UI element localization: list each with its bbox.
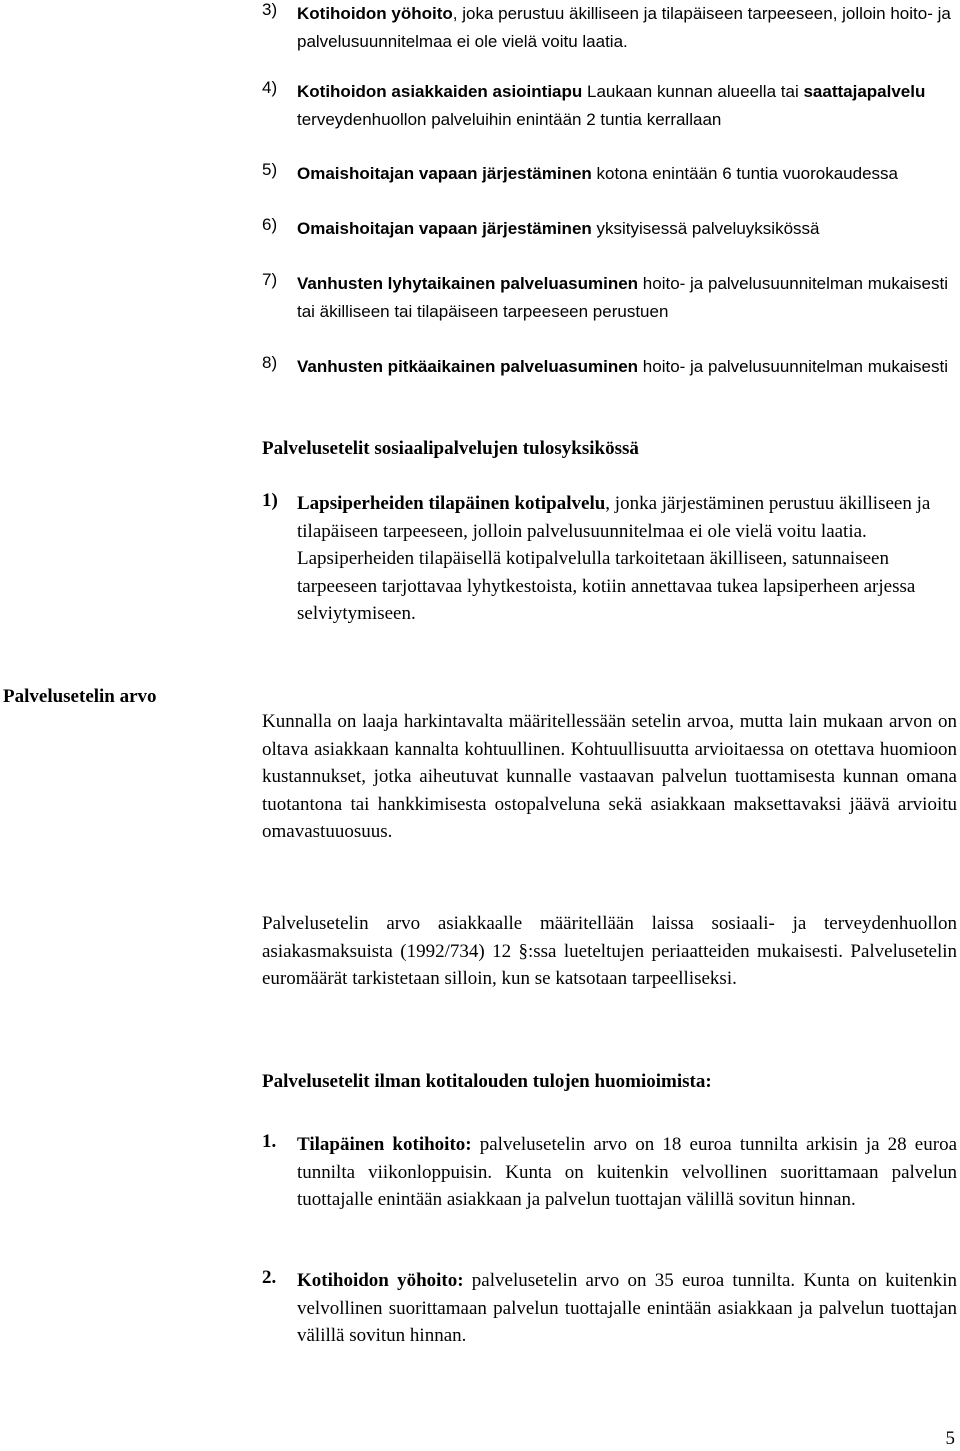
list-item-text [297, 353, 957, 381]
voucher-item-2 [262, 1267, 957, 1350]
list-item-6 [262, 215, 957, 243]
list-item-bold: saattajapalvelu [803, 82, 926, 101]
list-item-text [297, 160, 957, 188]
list-item-text [297, 0, 957, 55]
list-item-rest: hoito- ja palvelusuunnitelman mukaisesti [638, 357, 949, 376]
list-item-bold: Lapsiperheiden tilapäinen kotipalvelu [297, 493, 606, 514]
section-heading-ilman-tuloja: Palvelusetelit ilman kotitalouden tulojen huomioimista: [262, 1071, 712, 1092]
list-item-rest: palvelusetelin arvo on 35 euroa tunnilta. Kunta on kuitenkin velvollinen suorittamaan palvelun tuottajalle enintään asiakkaan ja palvelun tuottajan välillä sovitun hinnan. [297, 1270, 957, 1346]
list-number: 2. [262, 1267, 277, 1288]
list-item-rest: , jonka järjestäminen perustuu äkilliseen ja tilapäiseen tarpeeseen, jolloin palvelusuunnitelmaa ei ole vielä voitu laatia. Lapsiperheiden tilapäisellä kotipalvelulla tarkoitetaan äkilliseen, satunnaiseen tarpeeseen tarjottavaa lyhytkestoista, kotiin annettavaa tukea lapsiperheen arjessa selviytymiseen. [297, 493, 931, 624]
list-item-bold: Omaishoitajan vapaan järjestäminen [297, 164, 592, 183]
list-item-text [297, 78, 957, 133]
list-item-4 [262, 78, 957, 133]
list-number: 1. [262, 1131, 277, 1152]
list-item-bold: Tilapäinen kotihoito: [297, 1134, 472, 1155]
page-number: 5 [945, 1428, 955, 1449]
list-item-bold: Vanhusten pitkäaikainen palveluasuminen [297, 357, 639, 376]
paragraph-arvo-1 [262, 708, 957, 846]
list-number: 6) [262, 215, 278, 234]
list-item-text [297, 1131, 957, 1214]
list-item-7 [262, 270, 957, 325]
paragraph-arvo-2 [262, 910, 957, 993]
list-item-rest: kotona enintään 6 tuntia vuorokaudessa [591, 164, 899, 183]
list-item-text [297, 215, 957, 243]
sosiaali-list-item-1 [262, 490, 957, 628]
list-item-8 [262, 353, 957, 381]
list-number: 1) [262, 490, 278, 511]
list-item-rest: , joka perustuu äkilliseen ja tilapäiseen tarpeeseen, jolloin hoito- ja palvelusuunnitelmaa ei ole vielä voitu laatia. [297, 4, 951, 51]
list-item-text [297, 270, 957, 325]
list-item-bold: Kotihoidon asiakkaiden asiointiapu [297, 82, 583, 101]
list-item-rest: Laukaan kunnan alueella tai [582, 82, 804, 101]
list-number: 7) [262, 270, 278, 289]
list-item-bold: Kotihoidon yöhoito [297, 4, 453, 23]
list-item-rest: hoito- ja palvelusuunnitelman mukaisesti tai äkilliseen tai tilapäiseen tarpeeseen perustuen [297, 274, 949, 321]
list-item-bold: Vanhusten lyhytaikainen palveluasuminen [297, 274, 639, 293]
list-item-bold: Omaishoitajan vapaan järjestäminen [297, 219, 592, 238]
section-heading-sosiaalipalvelut: Palvelusetelit sosiaalipalvelujen tulosyksikössä [262, 438, 639, 459]
list-number: 5) [262, 160, 278, 179]
list-item-text [297, 1267, 957, 1350]
list-item-rest: yksityisessä palveluyksikössä [591, 219, 820, 238]
paragraph-text: Palvelusetelin arvo asiakkaalle määritellään laissa sosiaali- ja terveydenhuollon asiakasmaksuista (1992/734) 12 §:ssa lueteltujen periaatteiden mukaisesti. Palvelusetelin euromäärät tarkistetaan silloin, kun se katsotaan tarpeelliseksi. [262, 913, 957, 989]
list-number: 3) [262, 0, 278, 19]
list-number: 4) [262, 78, 278, 97]
list-item-rest: terveydenhuollon palveluihin enintään 2 tuntia kerrallaan [297, 109, 722, 129]
list-item-bold: Kotihoidon yöhoito: [297, 1270, 464, 1291]
list-item-text [297, 490, 957, 628]
list-item-rest: palvelusetelin arvo on 18 euroa tunnilta arkisin ja 28 euroa tunnilta viikonloppuisin. Kunta on kuitenkin velvollinen suorittamaan palvelun tuottajalle enintään asiakkaan ja palvelun tuottajan välillä sovitun hinnan. [297, 1134, 957, 1210]
list-item-5 [262, 160, 957, 188]
voucher-item-1 [262, 1131, 957, 1214]
list-item-3 [262, 0, 957, 55]
list-number: 8) [262, 353, 278, 372]
side-heading-palvelusetelin-arvo: Palvelusetelin arvo [3, 686, 157, 707]
paragraph-text: Kunnalla on laaja harkintavalta määritellessään setelin arvoa, mutta lain mukaan arvon on oltava asiakkaan kannalta kohtuullinen. Kohtuullisuutta arvioitaessa on otettava huomioon kustannukset, jotka aiheutuvat kunnalle vastaavan palvelun tuottamisesta kunnan omana tuotantona tai hankkimisesta ostopalveluna sekä asiakkaan maksettavaksi jäävä arvioitu omavastuuosuus. [262, 711, 957, 842]
